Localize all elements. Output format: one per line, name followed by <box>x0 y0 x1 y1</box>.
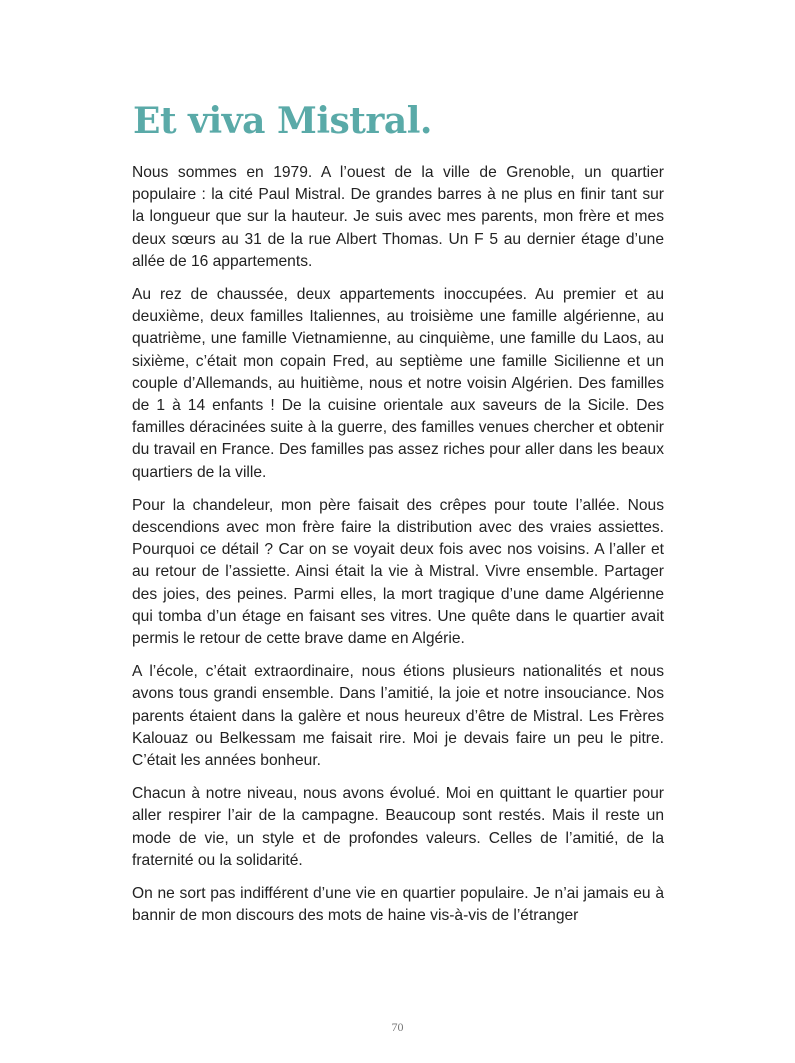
paragraph-4: A l’école, c’était extraordinaire, nous étions plusieurs nationalités et nous avons tous grandi ensemble. Dans l’amitié, la joie et notre insouciance. Nos parents étaient dans la galère et nous heureux d’être de Mistral. Les Frères Kalouaz ou Belkessam me faisait rire. Moi je devais faire un peu le pitre. C’était les années bonheur. <box>132 663 664 770</box>
paragraph-6: On ne sort pas indifférent d’une vie en quartier populaire. Je n’ai jamais eu à bannir de mon discours des mots de haine vis-à-vis de l’étranger <box>132 885 664 925</box>
paragraph-1: Nous sommes en 1979. A l’ouest de la ville de Grenoble, un quartier populaire : la cité Paul Mistral. De grandes barres à ne plus en finir tant sur la longueur que sur la hauteur. Je suis avec mes parents, mon frère et mes deux sœurs au 31 de la rue Albert Thomas. Un F 5 au dernier étage d’une allée de 16 appartements. <box>132 164 664 270</box>
paragraph-3: Pour la chandeleur, mon père faisait des crêpes pour toute l’allée. Nous descendions avec mon frère faire la distribution avec des vraies assiettes. Pourquoi ce détail ? Car on se voyait deux fois avec nos voisins. A l’aller et au retour de l’assiette. Ainsi était la vie à Mistral. Vivre ensemble. Partager des joies, des peines. Parmi elles, la mort tragique d’une dame Algérienne qui tomba d’un étage en faisant ses vitres. Une quête dans le quartier avait permis le retour de cette brave dame en Algérie. <box>132 496 664 648</box>
body-text <box>132 162 664 939</box>
paragraph-2: Au rez de chaussée, deux appartements inoccupées. Au premier et au deuxième, deux familles Italiennes, au troisième une famille algérienne, au quatrième, une famille Vietnamienne, au cinquième, une famille du Laos, au sixième, c’était mon copain Fred, au septième une famille Sicilienne et un couple d’Allemands, au huitième, nous et notre voisin Algérien. Des familles de 1 à 14 enfants ! De la cuisine orientale aux saveurs de la Sicile. Des familles déracinées suite à la guerre, des familles venues chercher et obtenir du travail en France. Des familles pas assez riches pour aller dans les beaux quartiers de la ville. <box>132 286 664 481</box>
chapter-title: Et viva Mistral. <box>133 100 432 142</box>
page-number: 70 <box>391 1020 404 1034</box>
paragraph-5: Chacun à notre niveau, nous avons évolué. Moi en quittant le quartier pour aller respirer l’air de la campagne. Beaucoup sont restés. Mais il reste un mode de vie, un style et de profondes valeurs. Celles de l’amitié, de la fraternité ou la solidarité. <box>132 785 664 869</box>
